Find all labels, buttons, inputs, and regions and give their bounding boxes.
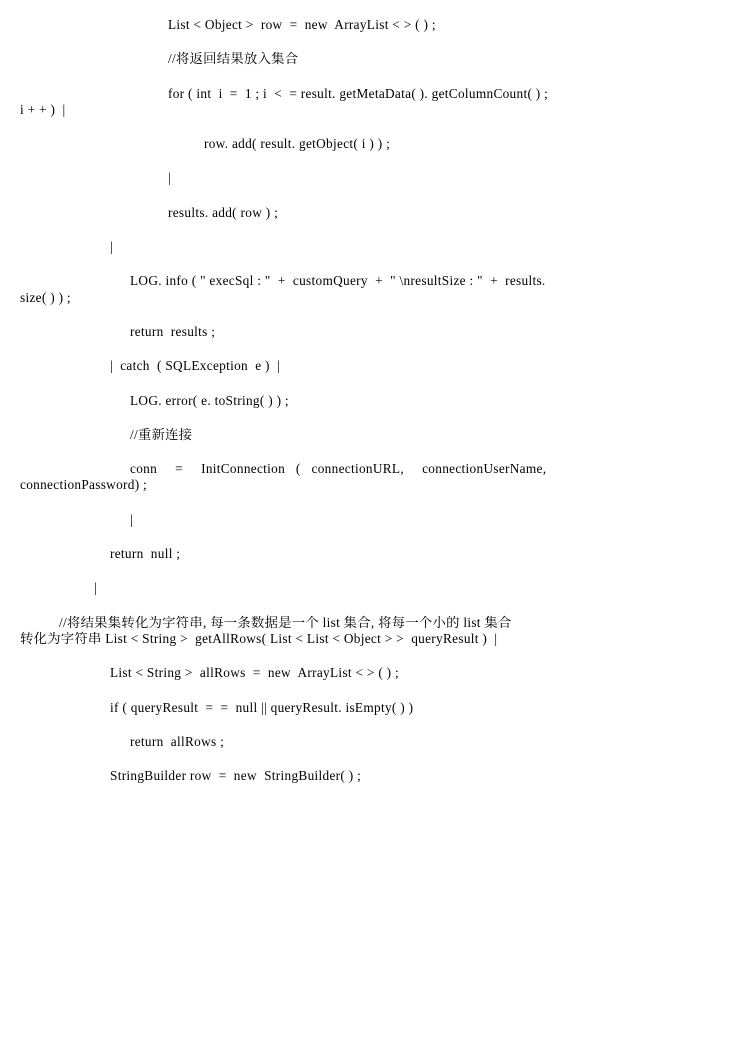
code-line: | [130, 511, 133, 527]
code-line: //将返回结果放入集合 [168, 51, 299, 67]
code-line-continuation: connectionPassword) ; [20, 477, 148, 493]
code-listing [20, 18, 736, 782]
code-line: row. add( result. getObject( i ) ) ; [204, 136, 391, 152]
code-line: //将结果集转化为字符串, 每一条数据是一个 list 集合, 将每一个小的 list 集合 [59, 614, 512, 630]
code-line: | [94, 580, 97, 596]
code-line-continuation: 转化为字符串 List < String > getAllRows( List < List < Object > > queryResult ) | [20, 630, 498, 646]
code-line: for ( int i = 1 ; i < = result. getMetaData( ). getColumnCount( ) ; [168, 85, 549, 101]
code-line: LOG. error( e. toString( ) ) ; [130, 392, 289, 408]
code-line: StringBuilder row = new StringBuilder( ) ; [110, 768, 362, 784]
code-line: conn = InitConnection ( connectionURL, connectionUserName, [130, 461, 547, 477]
code-line: if ( queryResult = = null || queryResult. isEmpty( ) ) [110, 699, 414, 715]
code-line: //重新连接 [130, 426, 193, 442]
code-line: List < Object > row = new ArrayList < > ( ) ; [168, 17, 436, 32]
code-line: LOG. info ( " execSql : " + customQuery + " \nresultSize : " + results. [130, 273, 546, 289]
code-line: return allRows ; [130, 733, 225, 749]
code-line: List < String > allRows = new ArrayList < > ( ) ; [110, 665, 400, 681]
code-line: return null ; [110, 546, 181, 562]
code-line: | catch ( SQLException e ) | [110, 358, 280, 374]
code-line: return results ; [130, 323, 216, 339]
code-line-continuation: i + + ) | [20, 101, 66, 117]
code-line: | [110, 239, 113, 255]
code-line-continuation: size( ) ) ; [20, 289, 71, 305]
code-line: results. add( row ) ; [168, 204, 279, 220]
code-line: | [168, 170, 171, 186]
